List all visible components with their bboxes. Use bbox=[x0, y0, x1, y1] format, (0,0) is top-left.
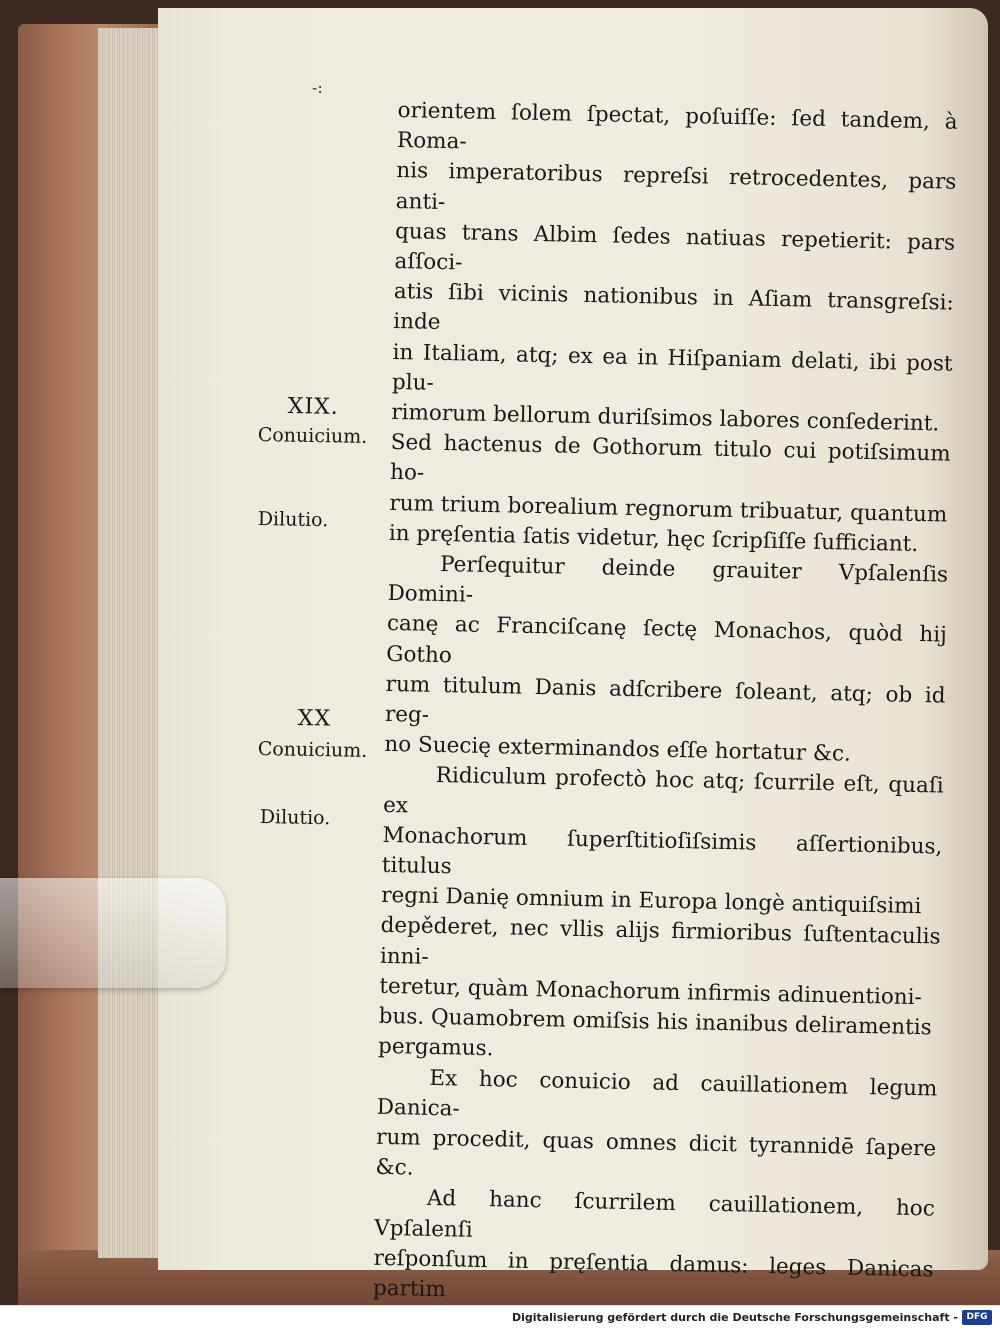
margin-xix-label: Conuicium. bbox=[257, 424, 368, 448]
text-line: Ex hoc conuicio ad cauillationem legum Danica- bbox=[376, 1065, 938, 1122]
footer-credit: Digitalisierung gefördert durch die Deutsche Forschungsgemeinschaft - bbox=[511, 1311, 958, 1324]
paragraph-xx bbox=[375, 1062, 937, 1195]
text-line: in pręſentia ſatis videtur, hęc ſcripſiſſe ſufficiant. bbox=[388, 520, 919, 557]
text-line: quas trans Albim ſedes natiuas repetierit: pars aſſoci- bbox=[394, 218, 956, 276]
paragraph-dilutio-1 bbox=[378, 760, 944, 1074]
margin-xix-number: XIX. bbox=[287, 394, 340, 420]
margin-xx-number: XX bbox=[297, 706, 332, 732]
text-line: Ridiculum profectò hoc atq; ſcurrile eſt, quaſi ex bbox=[382, 763, 944, 819]
text-line: no Suecię exterminandos eſſe hortatur &c. bbox=[384, 732, 852, 767]
paragraph-xix bbox=[384, 549, 948, 772]
text-line: atis ſibi vicinis nationibus in Aſiam transgreſsi: inde bbox=[393, 279, 955, 336]
text-line: Monachorum ſuperſtitioſiſsimis aſſertionibus, titulus bbox=[381, 822, 943, 880]
text-line: pergamus. bbox=[377, 1034, 494, 1062]
paragraph-top bbox=[389, 96, 958, 561]
text-line: Perſequitur deinde grauiter Vpſalenſis Domini- bbox=[387, 552, 949, 608]
margin-dilutio-1: Dilutio. bbox=[257, 508, 329, 532]
text-line: rum trium borealium regnorum tribuatur, quantum bbox=[389, 490, 948, 528]
text-line: rum titulum Danis adſcribere ſoleant, atq; ob id reg- bbox=[384, 671, 946, 728]
text-line: orientem ſolem ſpectat, poſuiſſe: ſed tandem, à Roma- bbox=[396, 97, 958, 155]
text-line: rum procedit, quas omnes dicit tyrannidē ſapere &c. bbox=[375, 1124, 937, 1181]
margin-xx-label: Conuicium. bbox=[257, 738, 368, 762]
text-line: teretur, quàm Monachorum infirmis adinuentioni- bbox=[379, 973, 923, 1011]
text-line: bus. Quamobrem omiſsis his inanibus deliramentis bbox=[378, 1003, 932, 1041]
margin-dilutio-2: Dilutio. bbox=[259, 806, 331, 830]
dfg-logo-icon: DFG bbox=[962, 1310, 992, 1325]
text-line: rimorum bellorum duriſsimos labores conſederint. bbox=[391, 399, 940, 437]
footer-bar bbox=[0, 1305, 1000, 1330]
text-line: nis imperatoribus repreſsi retrocedentes, pars anti- bbox=[395, 158, 957, 215]
text-line: in Italiam, atq; ex ea in Hiſpaniam delati, ibi post plu- bbox=[391, 339, 953, 396]
page-text bbox=[363, 96, 958, 1305]
text-line: regni Danię omnium in Europa longè antiquiſsimi bbox=[380, 883, 922, 920]
text-line: reſponſum in pręſentia damus: leges Danicas partim bbox=[372, 1245, 934, 1303]
text-line: canę ac Franciſcanę ſectę Monachos, quòd hij Gotho bbox=[386, 611, 948, 668]
paragraph-dilutio-2 bbox=[363, 1183, 936, 1305]
text-line: Sed hactenus de Gothorum titulo cui potiſsimum ho- bbox=[389, 430, 951, 487]
corner-mark: -: bbox=[312, 78, 323, 97]
text-line: depěderet, nec vllis alijs firmioribus ſuſtentaculis inni- bbox=[379, 913, 941, 970]
text-line: Ad hanc ſcurrilem cauillationem, hoc Vpſalenſi bbox=[374, 1186, 936, 1243]
page-holder-strip bbox=[0, 878, 226, 988]
